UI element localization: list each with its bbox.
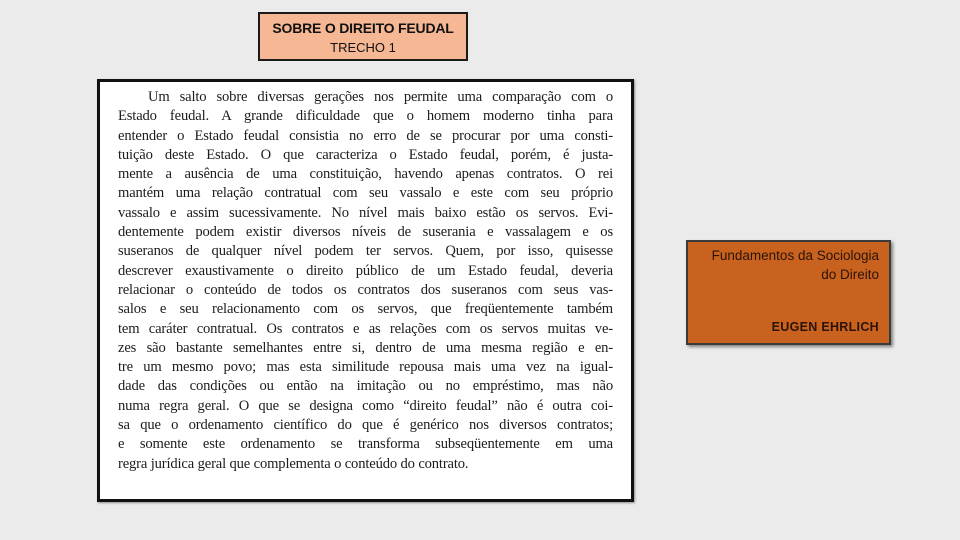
excerpt-line: vassalo e assim sucessivamente. No nível mais baixo estão os servos. Evi- <box>118 204 613 221</box>
excerpt-line: descrever exaustivamente o direito público de um Estado feudal, deveria <box>118 262 613 279</box>
excerpt-line: numa regra geral. O que se designa como “direito feudal” não é outra coi- <box>118 397 613 414</box>
slide-title: SOBRE O DIREITO FEUDAL <box>272 20 454 36</box>
excerpt-line: dade das condições ou então na imitação ou no empréstimo, mas não <box>118 378 613 395</box>
excerpt-line: tre um mesmo povo; mas esta similitude repousa mais uma vez na igual- <box>118 359 613 376</box>
book-author: EUGEN EHRLICH <box>771 320 879 334</box>
excerpt-line: regra jurídica geral que complementa o conteúdo do contrato. <box>118 455 469 472</box>
book-title-line: Fundamentos da Sociologia <box>711 248 879 263</box>
excerpt-line: Estado feudal. A grande dificuldade que o homem moderno tinha para <box>118 108 613 125</box>
excerpt-line: tuição deste Estado. O que caracteriza o Estado feudal, porém, é justa- <box>118 146 613 163</box>
slide-title-box <box>258 12 468 61</box>
slide-subtitle: TRECHO 1 <box>330 40 396 55</box>
excerpt-line: mente a ausência de uma constituição, havendo apenas contratos. O rei <box>118 166 613 183</box>
excerpt-line: dentemente podem existir diversos níveis de suserania e vassalagem e os <box>118 224 613 241</box>
excerpt-line: e somente este ordenamento se transforma subseqüentemente em uma <box>118 436 613 453</box>
excerpt-text <box>118 88 613 474</box>
excerpt-line: relacionar o conteúdo de todos os contratos dos suseranos com seus vas- <box>118 281 613 298</box>
excerpt-frame <box>97 79 634 502</box>
excerpt-line: sa que o ordenamento científico do que é genérico nos diversos contratos; <box>118 417 613 434</box>
excerpt-line: salos e seu relacionamento com os servos, que freqüentemente também <box>118 301 613 318</box>
excerpt-line: mantém uma relação contratual com seu vassalo e este com seu próprio <box>118 185 613 202</box>
excerpt-line: entender o Estado feudal consistia no erro de se procurar por uma consti- <box>118 127 613 144</box>
excerpt-line: Um salto sobre diversas gerações nos permite uma comparação com o <box>148 89 613 105</box>
excerpt-line: zes são bastante semelhantes entre si, dentro de uma mesma região e en- <box>118 339 613 356</box>
excerpt-line: tem caráter contratual. Os contratos e as relações com os servos muitas ve- <box>118 320 613 337</box>
book-title-line: do Direito <box>821 267 879 282</box>
excerpt-line: suseranos de qualquer nível podem ter servos. Quem, por isso, quisesse <box>118 243 613 260</box>
book-title <box>712 246 879 284</box>
book-cover <box>686 240 891 345</box>
